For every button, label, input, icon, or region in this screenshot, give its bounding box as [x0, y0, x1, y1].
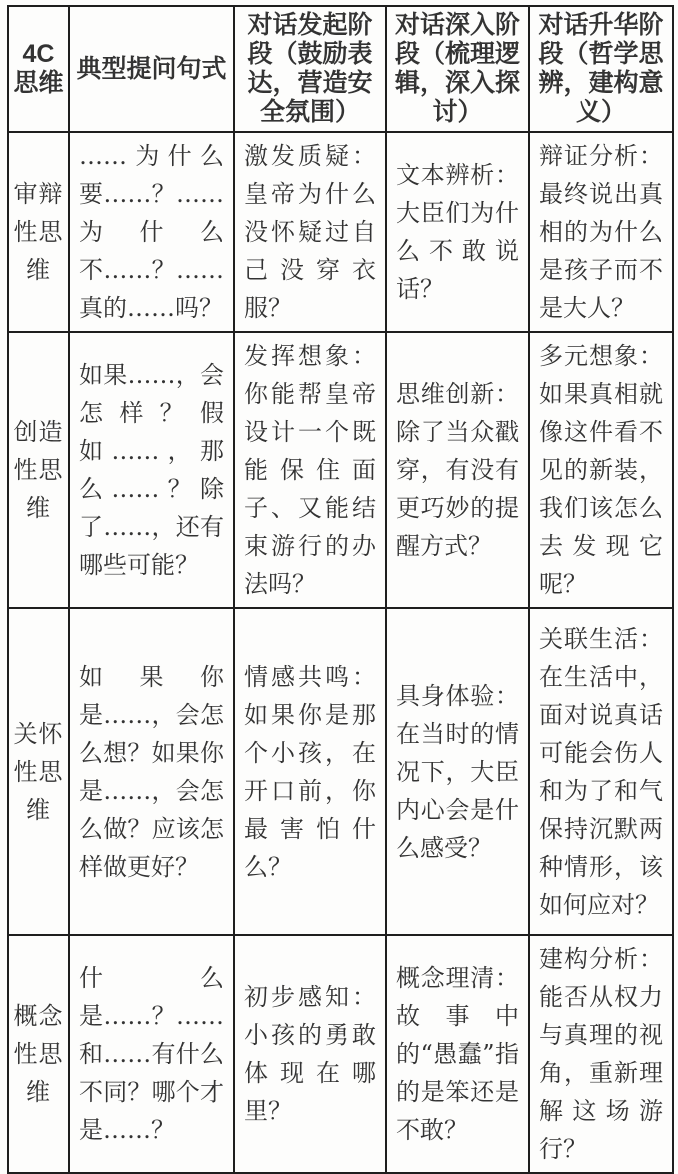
header-question-patterns: 典型提问句式	[69, 6, 234, 132]
conceptual-stage-deepen: 概念理清：故事中的“愚蠢”指的是笨还是不敢？	[386, 935, 529, 1173]
header-4c-line2: 思维	[13, 69, 64, 97]
conceptual-stage-sublimate: 建构分析：能否从权力与真理的视角，重新理解这场游行？	[529, 935, 673, 1173]
critical-stage-initiate: 激发质疑：皇帝为什么没怀疑过自己没穿衣服？	[234, 132, 386, 332]
creative-stage-sublimate: 多元想象：如果真相就像这件看不见的新装，我们该怎么去发现它呢？	[529, 332, 673, 608]
creative-stage-deepen: 思维创新：除了当众戳穿，有没有更巧妙的提醒方式？	[386, 332, 529, 608]
row-label-creative: 创造性思维	[8, 332, 69, 608]
row-label-critical: 审辩性思维	[8, 132, 69, 332]
header-4c-line1: 4C	[22, 40, 55, 68]
header-stage-initiate: 对话发起阶段（鼓励表达，营造安全氛围）	[234, 6, 386, 132]
critical-stage-deepen: 文本辨析：大臣们为什么不敢说话？	[386, 132, 529, 332]
caring-stage-initiate: 情感共鸣：如果你是那个小孩，在开口前，你最害怕什么？	[234, 608, 386, 935]
caring-stage-sublimate: 关联生活：在生活中，面对说真话可能会伤人和为了和气保持沉默两种情形，该如何应对？	[529, 608, 673, 935]
header-4c-thinking	[8, 6, 69, 132]
header-stage-deepen: 对话深入阶段（梳理逻辑，深入探讨）	[386, 6, 529, 132]
row-label-caring: 关怀性思维	[8, 608, 69, 935]
4c-thinking-question-table	[7, 5, 674, 1174]
conceptual-question-pattern: 什么是……？……和……有什么不同？哪个才是……？	[69, 935, 234, 1173]
conceptual-stage-initiate: 初步感知：小孩的勇敢体现在哪里？	[234, 935, 386, 1173]
header-row	[8, 6, 673, 132]
creative-stage-initiate: 发挥想象：你能帮皇帝设计一个既能保住面子、又能结束游行的办法吗？	[234, 332, 386, 608]
row-caring-thinking	[8, 608, 673, 935]
creative-question-pattern: 如果……，会怎样？假如……，那么……？除了……，还有哪些可能？	[69, 332, 234, 608]
row-label-conceptual: 概念性思维	[8, 935, 69, 1173]
row-conceptual-thinking	[8, 935, 673, 1173]
row-critical-thinking	[8, 132, 673, 332]
header-stage-sublimate: 对话升华阶段（哲学思辨，建构意义）	[529, 6, 673, 132]
caring-stage-deepen: 具身体验：在当时的情况下，大臣内心会是什么感受？	[386, 608, 529, 935]
critical-stage-sublimate: 辩证分析：最终说出真相的为什么是孩子而不是大人？	[529, 132, 673, 332]
caring-question-pattern: 如果你是……，会怎么想？如果你是……，会怎么做？应该怎样做更好？	[69, 608, 234, 935]
row-creative-thinking	[8, 332, 673, 608]
critical-question-pattern: ……为什么要……？……为什么不……？……真的……吗？	[69, 132, 234, 332]
